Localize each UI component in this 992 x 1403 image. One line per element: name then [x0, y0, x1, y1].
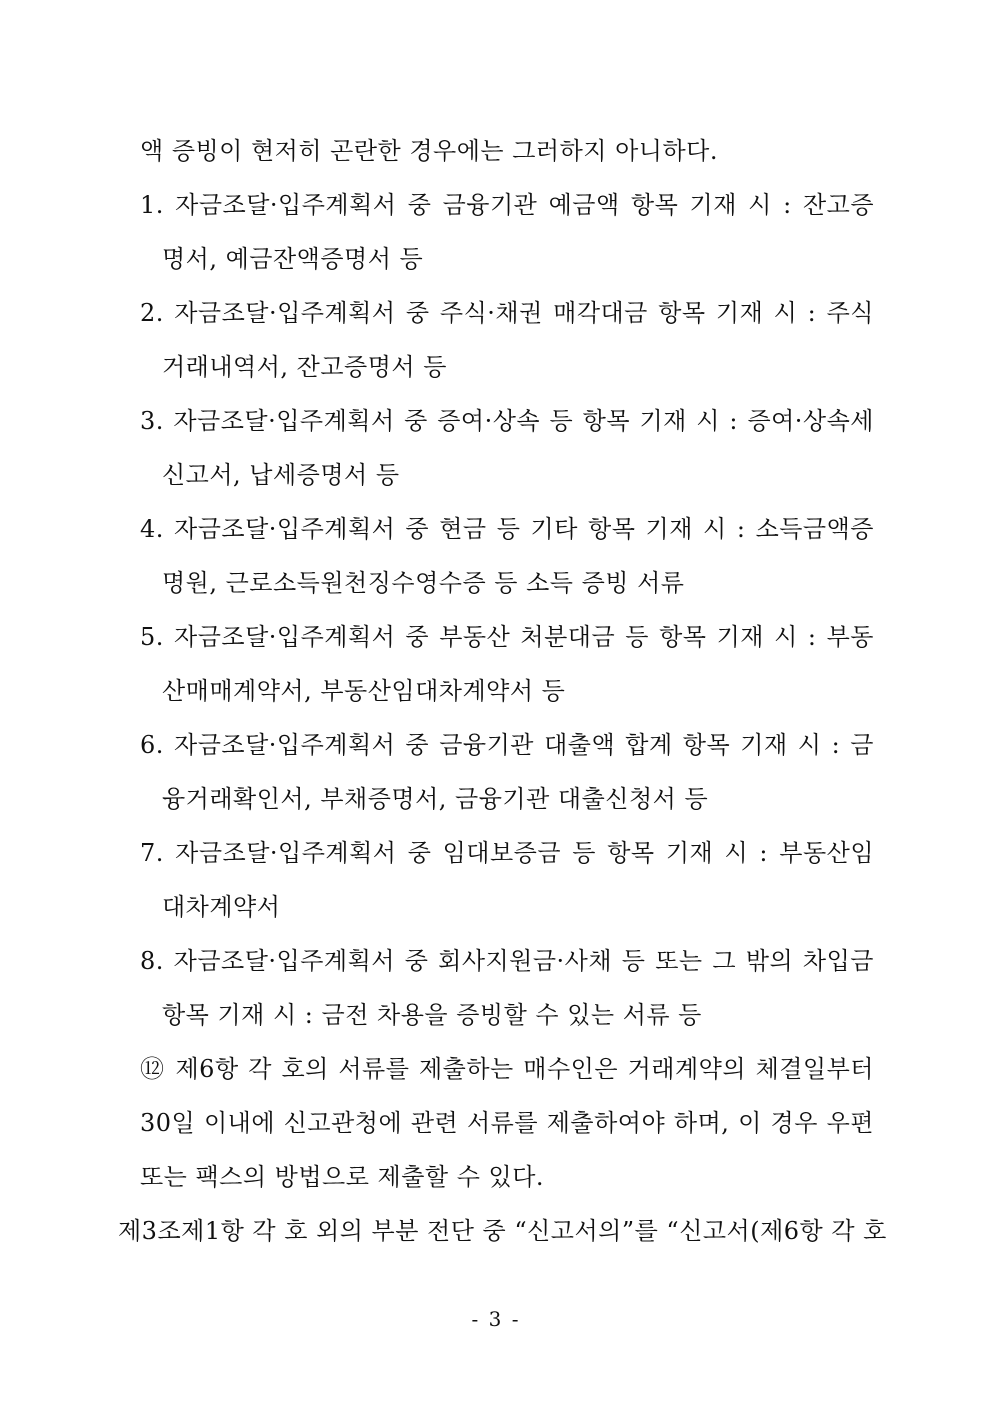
list-item-3-continuation: 신고서, 납세증명서 등: [162, 461, 400, 489]
list-item-3: 3. 자금조달·입주계획서 중 증여·상속 등 항목 기재 시 : 증여·상속세: [140, 407, 874, 435]
list-item-7: 7. 자금조달·입주계획서 중 임대보증금 등 항목 기재 시 : 부동산임: [140, 839, 874, 867]
list-item-2: 2. 자금조달·입주계획서 중 주식·채권 매각대금 항목 기재 시 : 주식: [140, 299, 874, 327]
list-item-5: 5. 자금조달·입주계획서 중 부동산 처분대금 등 항목 기재 시 : 부동: [140, 623, 874, 651]
paragraph-12-line-3: 또는 팩스의 방법으로 제출할 수 있다.: [140, 1163, 545, 1191]
list-item-1-continuation: 명서, 예금잔액증명서 등: [162, 245, 424, 273]
list-item-5-continuation: 산매매계약서, 부동산임대차계약서 등: [162, 677, 566, 705]
amendment-line: 제3조제1항 각 호 외의 부분 전단 중 “신고서의”를 “신고서(제6항 각 호: [118, 1217, 887, 1245]
page-number: - 3 -: [471, 1307, 521, 1331]
list-item-8: 8. 자금조달·입주계획서 중 회사지원금·사채 등 또는 그 밖의 차입금: [140, 947, 874, 975]
list-item-2-continuation: 거래내역서, 잔고증명서 등: [162, 353, 447, 381]
paragraph-12-line-2: 30일 이내에 신고관청에 관련 서류를 제출하여야 하며, 이 경우 우편: [140, 1109, 874, 1137]
paragraph-12-line-1: ⑫ 제6항 각 호의 서류를 제출하는 매수인은 거래계약의 체결일부터: [140, 1055, 874, 1083]
list-item-6: 6. 자금조달·입주계획서 중 금융기관 대출액 합계 항목 기재 시 : 금: [140, 731, 874, 759]
list-item-1: 1. 자금조달·입주계획서 중 금융기관 예금액 항목 기재 시 : 잔고증: [140, 191, 874, 219]
list-item-7-continuation: 대차계약서: [162, 893, 281, 921]
list-item-6-continuation: 융거래확인서, 부채증명서, 금융기관 대출신청서 등: [162, 785, 709, 813]
list-item-8-continuation: 항목 기재 시 : 금전 차용을 증빙할 수 있는 서류 등: [162, 1001, 702, 1029]
list-item-4-continuation: 명원, 근로소득원천징수영수증 등 소득 증빙 서류: [162, 569, 685, 597]
text-line: 액 증빙이 현저히 곤란한 경우에는 그러하지 아니하다.: [140, 137, 718, 165]
list-item-4: 4. 자금조달·입주계획서 중 현금 등 기타 항목 기재 시 : 소득금액증: [140, 515, 874, 543]
